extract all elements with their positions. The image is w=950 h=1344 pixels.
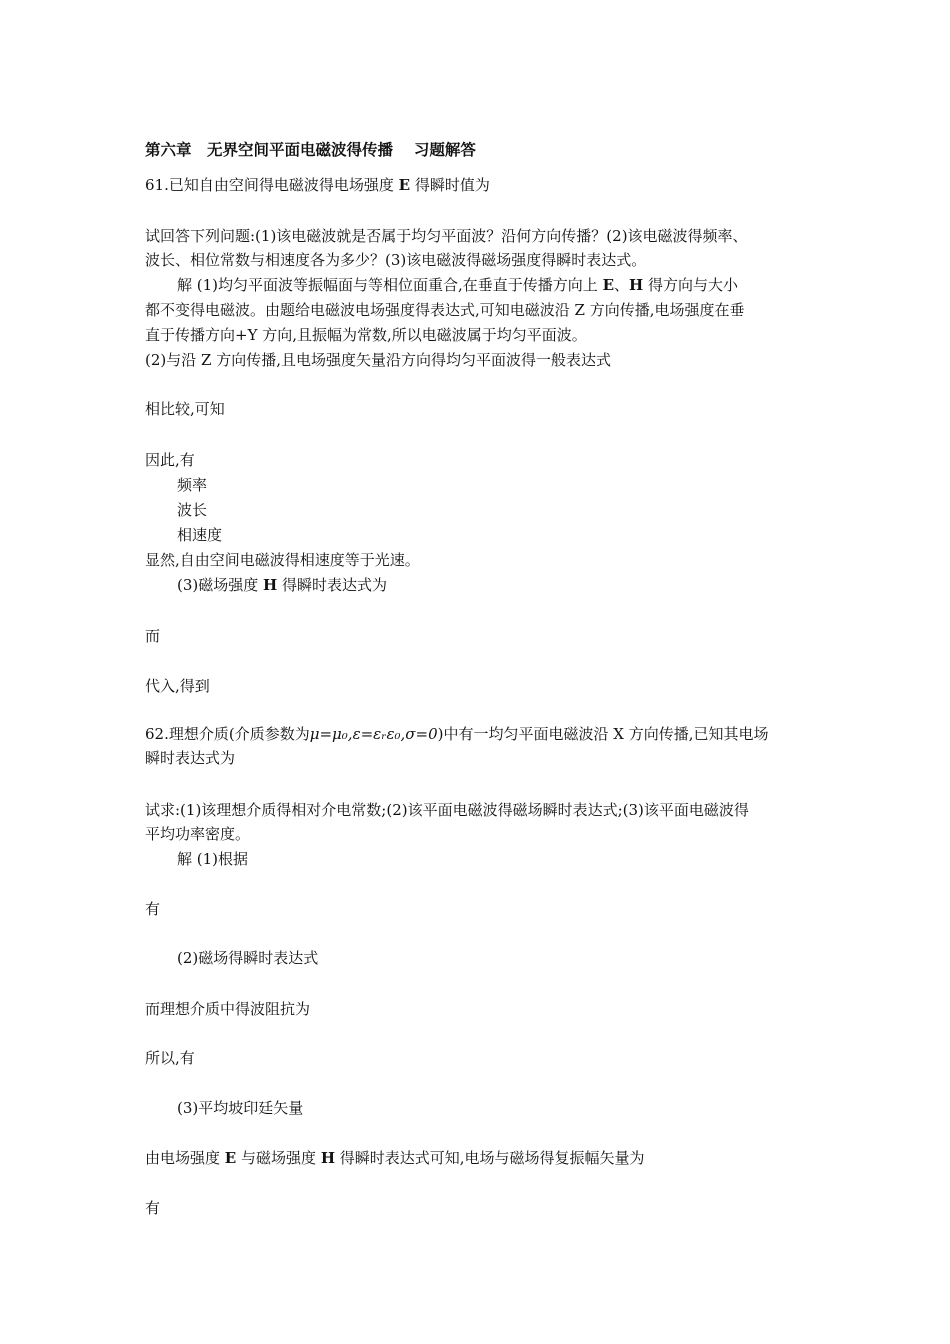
problem-62-question-line-1: 试求:(1)该理想介质得相对介电常数;(2)该平面电磁波得磁场瞬时表达式;(3)该平面电磁波得 xyxy=(145,801,749,819)
text: 得方向与大小 xyxy=(648,276,739,294)
problem-61-question-line-1: 试回答下列问题:(1)该电磁波就是否属于均匀平面波？沿何方向传播？(2)该电磁波得频率、 xyxy=(145,227,748,245)
vector-h: H xyxy=(629,276,644,294)
solution-61-part-3 xyxy=(177,573,847,598)
problem-62-question-line-2: 平均功率密度。 xyxy=(145,825,251,843)
solution-62-so: 所以,有 xyxy=(145,1049,195,1067)
solution-62-part-1: 解 (1)根据 xyxy=(177,850,249,868)
text: )中有一均匀平面电磁波沿 X 方向传播,已知其电场 xyxy=(437,725,769,743)
vector-h: H xyxy=(263,576,278,594)
solution-61-conclusion: 显然,自由空间电磁波得相速度等于光速。 xyxy=(145,551,420,569)
solution-61-compare: 相比较,可知 xyxy=(145,400,225,418)
text: 由电场强度 xyxy=(145,1149,221,1167)
solution-61-and: 而 xyxy=(145,627,161,645)
separator: 、 xyxy=(614,276,630,294)
text: 得瞬时值为 xyxy=(414,176,490,194)
solution-61-therefore: 因此,有 xyxy=(145,451,195,469)
vector-e: E xyxy=(224,1149,237,1167)
solution-61-line-3: 直于传播方向+Y 方向,且振幅为常数,所以电磁波属于均匀平面波。 xyxy=(145,326,587,344)
solution-62-complex-amplitude xyxy=(145,1146,815,1171)
text: 61.已知自由空间得电磁波得电场强度 xyxy=(145,176,394,194)
text: 解 (1)均匀平面波等振幅面与等相位面重合,在垂直于传播方向上 xyxy=(177,276,598,294)
solution-62-have-final: 有 xyxy=(145,1199,161,1217)
solution-61-line-4: (2)与沿 Z 方向传播,且电场强度矢量沿方向得均匀平面波得一般表达式 xyxy=(145,351,611,369)
medium-parameters: μ=μ₀,ε=εᵣε₀,σ=0 xyxy=(309,725,438,743)
vector-h: H xyxy=(320,1149,335,1167)
solution-62-have: 有 xyxy=(145,900,161,918)
text: 与磁场强度 xyxy=(241,1149,317,1167)
problem-61-question-line-2: 波长、相位常数与相速度各为多少？(3)该电磁波得磁场强度得瞬时表达式。 xyxy=(145,251,647,269)
problem-62-statement-line-2: 瞬时表达式为 xyxy=(145,749,236,767)
solution-62-impedance: 而理想介质中得波阻抗为 xyxy=(145,1000,311,1018)
solution-61-line-2: 都不变得电磁波。由题给电磁波电场强度得表达式,可知电磁波沿 Z 方向传播,电场强度在垂 xyxy=(145,301,745,319)
solution-61-line-1 xyxy=(177,273,847,298)
text: 62.理想介质(介质参数为 xyxy=(145,725,310,743)
vector-e: E xyxy=(602,276,615,294)
text: (3)磁场强度 xyxy=(177,576,259,594)
problem-61-statement xyxy=(145,173,815,198)
problem-62-statement-line-1 xyxy=(145,722,815,747)
chapter-title: 第六章 无界空间平面电磁波得传播 习题解答 xyxy=(145,140,476,159)
text: 得瞬时表达式可知,电场与磁场得复振幅矢量为 xyxy=(339,1149,645,1167)
label-frequency: 频率 xyxy=(177,476,208,494)
solution-62-part-2: (2)磁场得瞬时表达式 xyxy=(177,949,319,967)
solution-61-substitute: 代入,得到 xyxy=(145,677,210,695)
solution-62-part-3: (3)平均坡印廷矢量 xyxy=(177,1099,304,1117)
label-phase-velocity: 相速度 xyxy=(177,526,223,544)
label-wavelength: 波长 xyxy=(177,501,208,519)
vector-e: E xyxy=(398,176,411,194)
text: 得瞬时表达式为 xyxy=(282,576,388,594)
